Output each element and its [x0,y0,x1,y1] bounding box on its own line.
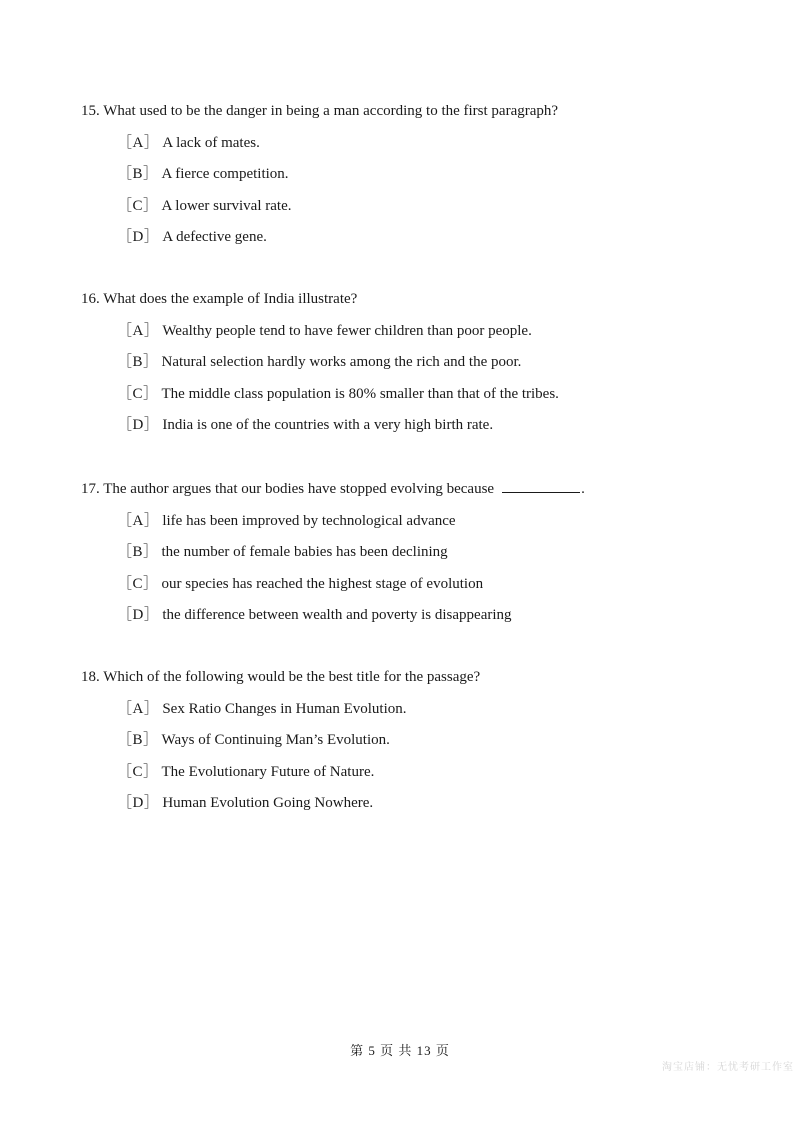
option-letter: ［A］ [117,322,160,339]
page-number: 第 5 页 共 13 页 [350,1043,450,1058]
option-text: India is one of the countries with a very high birth rate. [162,417,494,433]
option-c[interactable] [117,384,761,404]
option-text: The Evolutionary Future of Nature. [161,763,375,780]
option-a[interactable] [117,699,761,719]
watermark: 淘宝店铺：无忧考研工作室 [662,1062,794,1073]
option-text: The middle class population is 80% smaller than that of the tribes. [161,385,559,402]
option-text: life has been improved by technological advance [162,512,456,529]
option-letter: ［D］ [117,607,160,623]
option-c[interactable] [117,196,761,216]
option-text: Ways of Continuing Man’s Evolution. [161,732,390,748]
question-16 [81,289,761,435]
question-stem-end: . [581,481,585,497]
option-b[interactable] [117,164,761,184]
option-a[interactable] [117,511,761,531]
option-letter: ［D］ [117,417,160,433]
option-list [81,133,761,248]
option-text: the difference between wealth and poverty is disappearing [162,607,512,623]
option-b[interactable] [117,730,761,750]
option-text: our species has reached the highest stage of evolution [161,575,484,592]
option-text: A defective gene. [162,229,267,245]
option-list [81,321,761,436]
answer-blank [502,478,580,493]
option-text: Sex Ratio Changes in Human Evolution. [162,700,407,717]
option-d[interactable] [117,605,761,625]
option-text: A lower survival rate. [161,197,292,214]
question-stem [81,478,761,499]
option-text: Wealthy people tend to have fewer children than poor people. [162,322,532,339]
question-stem: 18. Which of the following would be the best title for the passage? [81,669,481,685]
option-d[interactable] [117,415,761,435]
option-letter: ［B］ [117,166,159,182]
option-list [81,699,761,814]
option-letter: ［C］ [117,763,159,780]
option-text: Natural selection hardly works among the rich and the poor. [161,354,522,370]
option-letter: ［B］ [117,732,159,748]
option-c[interactable] [117,762,761,782]
option-letter: ［B］ [117,354,159,370]
option-letter: ［A］ [117,700,160,717]
option-list [81,511,761,626]
option-d[interactable] [117,793,761,813]
option-letter: ［C］ [117,197,159,214]
option-c[interactable] [117,574,761,594]
option-letter: ［D］ [117,229,160,245]
option-letter: ［A］ [117,512,160,529]
option-b[interactable] [117,352,761,372]
option-text: Human Evolution Going Nowhere. [162,795,374,811]
option-text: A lack of mates. [162,134,260,151]
question-15 [81,101,761,247]
option-text: the number of female babies has been declining [161,544,448,560]
question-stem-text: 17. The author argues that our bodies have stopped evolving because [81,481,495,497]
option-letter: ［A］ [117,134,160,151]
question-stem: 15. What used to be the danger in being a man according to the first paragraph? [81,103,559,119]
question-stem: 16. What does the example of India illustrate? [81,291,358,307]
option-text: A fierce competition. [161,166,289,182]
option-a[interactable] [117,321,761,341]
question-17 [81,478,761,625]
option-letter: ［C］ [117,385,159,402]
option-d[interactable] [117,227,761,247]
option-b[interactable] [117,542,761,562]
option-letter: ［C］ [117,575,159,592]
option-letter: ［B］ [117,544,159,560]
option-a[interactable] [117,133,761,153]
question-18 [81,667,761,813]
option-letter: ［D］ [117,795,160,811]
